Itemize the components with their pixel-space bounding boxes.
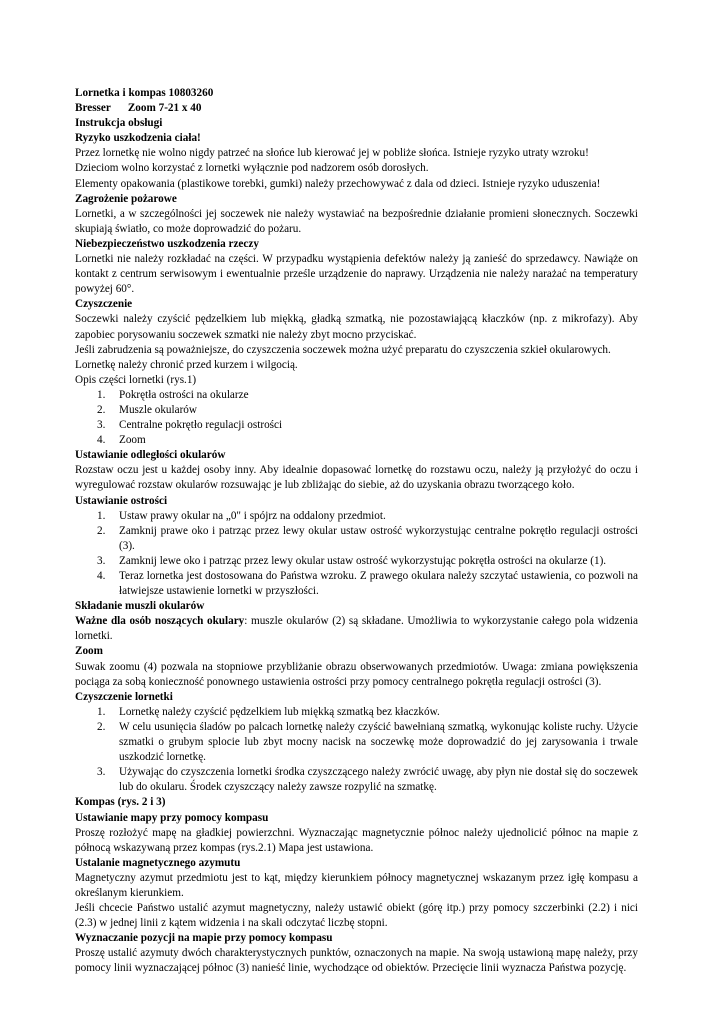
paragraph: Przez lornetkę nie wolno nigdy patrzeć na słońce lub kierować jej w pobliże słońca. Istnieje ryzyko utraty wzroku!: [75, 147, 589, 160]
model-name: Zoom 7-21 x 40: [127, 102, 202, 115]
list-text: Zamknij lewe oko i patrząc przez lewy okular ustaw ostrość wykorzystując pokrętła ostrości na okularze (1).: [119, 554, 607, 567]
list-text: Ustaw prawy okular na „0" i spójrz na oddalony przedmiot.: [119, 509, 386, 522]
section-heading-map-orientation: Ustawianie mapy przy pomocy kompasu: [75, 811, 269, 824]
list-text: Centralne pokrętło regulacji ostrości: [119, 419, 283, 432]
list-text: Używając do czyszczenia lornetki środka czyszczącego należy zwrócić uwagę, aby płyn nie dostał się do soczewek lub do okularu. Środek czyszczący należy zawsze rozpylić na szmatkę.: [119, 766, 638, 794]
manual-title: Instrukcja obsługi: [75, 117, 163, 130]
list-item: [75, 403, 638, 418]
list-item: [75, 509, 638, 524]
list-text: Zamknij prawe oko i patrząc przez lewy okular ustaw ostrość wykorzystując centralne pokrętło regulacji ostrości (3).: [119, 524, 638, 552]
list-number: 3.: [97, 554, 106, 567]
paragraph: Rozstaw oczu jest u każdej osoby inny. Aby idealnie dopasować lornetkę do rozstawu oczu, należy ją przyłożyć do oczu i wyregulować rozstaw okularów rozsuwając je lub zbliżając do siebie, aż do uzyskania obrazu tworzącego koło.: [75, 464, 638, 492]
paragraph: [75, 614, 638, 644]
focus-steps-list: [75, 509, 638, 600]
list-item: [75, 554, 638, 569]
paragraph: Soczewki należy czyścić pędzelkiem lub miękką, gładką szmatką, nie pozostawiającą kłaczków (np. z mikrofazy). Aby zapobiec porysowaniu soczewek szmatki nie należy zbyt mocno przyciskać.: [75, 313, 638, 341]
paragraph: Lornetki, a w szczególności jej soczewek nie należy wystawiać na bezpośrednie działanie promieni słonecznych. Soczewki skupiają światło, co może doprowadzić do pożaru.: [75, 207, 638, 235]
section-heading-injury-risk: Ryzyko uszkodzenia ciała!: [75, 132, 201, 145]
section-heading-cleaning: Czyszczenie: [75, 298, 133, 311]
section-heading-zoom: Zoom: [75, 645, 103, 658]
list-text: Teraz lornetka jest dostosowana do Państwa wzroku. Z prawego okulara należy szczytać ustawienia, co pozwoli na łatwiejsze ustawienie lornetki w przyszłości.: [119, 570, 638, 598]
list-number: 4.: [97, 434, 106, 447]
list-number: 1.: [97, 705, 106, 718]
paragraph: Proszę rozłożyć mapę na gładkiej powierzchni. Wyznaczając magnetycznie północ należy ujednolicić północ na mapie z północą wskazywaną przez kompas (rys.2.1) Mapa jest ustawiona.: [75, 826, 638, 854]
brand-name: Bresser: [75, 102, 111, 115]
list-item: [75, 720, 638, 765]
list-item: [75, 765, 638, 795]
list-number: 3.: [97, 419, 106, 432]
list-item: [75, 705, 638, 720]
list-item: [75, 569, 638, 599]
section-heading-eye-distance: Ustawianie odległości okularów: [75, 449, 226, 462]
emphasis-text: Ważne dla osób noszących okulary: [75, 615, 245, 628]
paragraph: Lornetkę należy chronić przed kurzem i wilgocią.: [75, 358, 298, 371]
product-line: [75, 101, 638, 116]
section-heading-fire-hazard: Zagrożenie pożarowe: [75, 192, 177, 205]
list-text: Pokrętła ostrości na okularze: [119, 388, 249, 401]
list-number: 3.: [97, 766, 106, 779]
list-item: [75, 524, 638, 554]
paragraph: Suwak zoomu (4) pozwala na stopniowe przybliżanie obrazu obserwowanych przedmiotów. Uwaga: zmiana powiększenia pociąga za sobą konieczność ponownego ustawienia ostrości przy pomocy centralnego pokrętła regulacji ostrości (3).: [75, 660, 638, 688]
section-heading-focus: Ustawianie ostrości: [75, 494, 168, 507]
list-item: [75, 388, 638, 403]
list-text: Muszle okularów: [119, 403, 197, 416]
list-number: 2.: [97, 403, 106, 416]
document-title: Lornetka i kompas 10803260: [75, 87, 214, 99]
paragraph: Lornetki nie należy rozkładać na części. W przypadku wystąpienia defektów należy ją zanieść do sprzedawcy. Nawiąże on kontakt z centrum serwisowym i ewentualnie prześle urządzenie do naprawy. Urządzenia nie należy narażać na temperatury powyżej 60°.: [75, 253, 638, 296]
list-number: 2.: [97, 720, 106, 733]
section-heading-compass: Kompas (rys. 2 i 3): [75, 796, 166, 809]
cleaning-steps-list: [75, 705, 638, 796]
list-text: Lornetkę należy czyścić pędzelkiem lub miękką szmatką bez kłaczków.: [119, 705, 440, 718]
list-number: 4.: [97, 570, 106, 582]
section-heading-azimuth: Ustalanie magnetycznego azymutu: [75, 856, 241, 869]
paragraph: Jeśli zabrudzenia są poważniejsze, do czyszczenia soczewek można użyć preparatu do czyszczenia szkieł okularowych.: [75, 343, 611, 356]
body-text: : muszle okularów (2) są składane. Umożliwia to wykorzystanie całego pola widzenia lornetki.: [75, 615, 638, 643]
paragraph: Magnetyczny azymut przedmiotu jest to kąt, między kierunkiem północy magnetycznej wskazanym przez igłę kompasu a określanym kierunkiem.: [75, 871, 638, 899]
paragraph: Jeśli chcecie Państwo ustalić azymut magnetyczny, należy ustawić obiekt (górę itp.) przy pomocy szczerbinki (2.2) i nici (2.3) w jednej linii z kątem widzenia i na skali odczytać liczbę stopni.: [75, 902, 638, 930]
paragraph: Dzieciom wolno korzystać z lornetki wyłącznie pod nadzorem osób dorosłych.: [75, 162, 429, 175]
list-text: Zoom: [119, 434, 146, 447]
list-number: 2.: [97, 524, 106, 537]
section-heading-eyecups: Składanie muszli okularów: [75, 600, 205, 613]
list-number: 1.: [97, 509, 106, 522]
list-text: W celu usunięcia śladów po palcach lornetkę należy czyścić bawełnianą szmatką, wykonując koliste ruchy. Użycie szmatki o grubym splocie lub zbyt mocny nacisk na soczewkę może doprowadzić do jej zarysowania i trwale uszkodzić lornetkę.: [119, 720, 638, 764]
paragraph: Proszę ustalić azymuty dwóch charakterystycznych punktów, oznaczonych na mapie. Na swoją ustawioną mapę należy, przy pomocy linii wyznaczającej północ (3) nanieść linie, wychodzące od obiektów. Przecięcie linii wyznacza Państwa pozycję.: [75, 947, 638, 975]
list-number: 1.: [97, 388, 106, 401]
parts-list: [75, 388, 638, 448]
parts-intro: Opis części lornetki (rys.1): [75, 373, 197, 386]
list-item: [75, 433, 638, 448]
section-heading-binocular-cleaning: Czyszczenie lornetki: [75, 690, 173, 703]
section-heading-position: Wyznaczanie pozycji na mapie przy pomocy kompasu: [75, 932, 333, 945]
paragraph: Elementy opakowania (plastikowe torebki, gumki) należy przechowywać z dala od dzieci. Istnieje ryzyko uduszenia!: [75, 177, 601, 190]
list-item: [75, 418, 638, 433]
section-heading-property-damage: Niebezpieczeństwo uszkodzenia rzeczy: [75, 237, 259, 250]
